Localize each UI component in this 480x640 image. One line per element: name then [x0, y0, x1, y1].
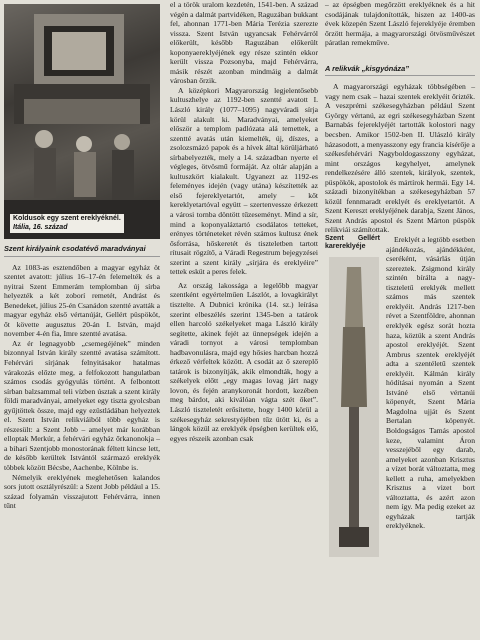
col1-paragraph-3: Némelyik ereklyének meglehetősen kalandos sors jutott osztályrészül: a Szent Jobb például a 15. század folyamán visszajutott Fehérvárra, innen tűnt: [4, 472, 160, 511]
reliquary-figure: [325, 235, 380, 565]
column-2: [170, 0, 318, 443]
arm-reliquary-icon: [329, 257, 379, 557]
col3-paragraph-3: Ereklyét a legtöbb esetben ajándékozás, ajándékként, cseréként, vásárlás útján szereztek. Zsigmond király szintén bírálta a nagy-tiszteletű ereklyék mellett számos más szentek ereklyéit. András 1217-ben révet a Szentföldre, ahonnan ereklyék egész sorát hozta haza, köztük a szent András apostol ereklyéjét. Szent Ambrus szentek ereklyéjét adta a szentéletű szentek ereklyéit. Kálmán király hódításai nyomán a Szent Istváné első vértanúi köpenyét, Szent Mária Magdolna ujját és Szent Bertalan köpenyét. Boldogságos Tamás apostol keze, valamint Áron vesszejéből egy darab, amelyeket azonban Krisztus a vízet borát változtatta, meg kellett a ruha, amelyekben Krisztus a vizet bort változtatta, és azért azon nem így. Ma pedig ezeket az egyházak tartják ereklyéknek.: [386, 235, 475, 531]
caption-line-2: Itália, 16. század: [13, 223, 68, 231]
column-3: [325, 0, 475, 567]
col1-paragraph-1: Az 1083-as esztendőben a magyar egyház öt szentet avatott: július 16–17-én felemelték és a nyitrai Szent Emmerám templomban új sírba helyezték a két zoborí remetét, Andrást és Benedeket, július 25-én Csanádon szentté avatták a magyar egyház első vértanúját, Gellért püspököt, őt követte augusztus 20-án I. István, majd november 4-én fia, Imre szentté avatása.: [4, 262, 160, 339]
col2-paragraph-1: el a török uralom kezdetén, 1541-ben. A század végén a dalmát partvidéken, Raguzában bukkant fel, ahonnan 1771-ben Mária Terézia szerezte vissza. Szent István ugyancsak Fehérvárról előkerült, később Raguzában előkerült koponyaereklyéjének egy része szintén ekkor került vissza Pozsonyba, majd Fehérvárra, másik részét azonban mindmáig a dalmát városban őrzik.: [170, 0, 318, 86]
painting-illustration: [4, 4, 160, 239]
section-heading-1: Szent királyaink csodatévő maradványai: [4, 244, 160, 257]
section-heading-2: A relikvák „kisgyónáza”: [325, 64, 475, 77]
col3-paragraph-1: – az épségben megőrzött ereklyéknek és a hit csodájának tulajdonították, hiszen az 1400-as évek közepén Szent László fejereklyéje éremben őrzött hermája, a magyarországi ötvösművészet páratlan remekműve.: [325, 0, 475, 48]
col2-paragraph-2: A középkori Magyarország legjelentősebb kultuszhelye az 1192-ben szentté avatott I. László király (1077–1095) nagyváradi sírja körül alakult ki. Maradványai, amelyeket először a templom padlózata alá temettek, a szentté avatás után kiemelték, új, díszes, a zsolozsmázó papok és a hívek által körüljárható sírbabelyezték, mely a 14. században nyerte el végleges, ötvösmű formáját. Az oltár alapján a kultuszkört kialakult. Ugyanezt az 1192-es feleményes idején (vagy utána) készítették az első fejereklyetartót, amely – kőt kereklyetartóval együtt – szertenvessze érkezett a városi tornba döntött tűzeseményt. Mind a sír, mind a koponyaláztartó csodálatos tetteket, erényes történeteket révén számos kultusz ének ősforrása, hőskeretét és tiszteletben tartott rítusait rögzítő, a Váradi Regestrum bejegyzései szerint a szent király „sírjára és ereklyéire” tettek esküt a peres felek.: [170, 85, 318, 277]
reliquary-caption: Szent Gellért karereklyéje: [325, 235, 380, 251]
caption-line-1: Koldusok egy szent ereklyéknél.: [13, 215, 121, 222]
col2-paragraph-3: Az ország lakossága a legelőbb magyar szentként egyértelműen Lászlót, a lovagkirályt tisztelte. A Dubnici krónika (14. sz.) leírása szerint elbeszélés szerint 1345-ben a tatárok ellen harcoló székelyeket maga László király segítette, akinek fejét az ünnepségek idején a váradi tornyot a városi templomban hadbavonulásra, majd egy hősies harcban hozzá érkező vérfeltek között. A csodát az ő szereplő tatárok is bizonyítják, akik elmondták, hogy a székelyek előtt „egy magas lovag járt nagy lovon, és fején aranykoronát hordott, kezében meg bárdot, aki kiválóan vágta szét őket”. László tiszteletét erősítette, hogy 1400 körül a székesegyház sekrestyéjében tűz ütött ki, és a lángok közül az ereklyék épségben kerültek elő, egyes részeik azonban csak: [170, 280, 318, 443]
col1-paragraph-2: Az ér legnagyobb „csemegéjének” minden bizonnyal István király szentté avatása számított. Fehérvári sírjának felnyitásakor hatalmas várakozás előzte meg, a felfokozott hangulatban számos csodás gyógyulás történt. A felbontott sírban balzsammal teli vízben úsztak a szent király földi maradványai, amelyeket egy tiszta gyolcsban gyűjtöttek össze, majd egy ezüstládában helyeztek el. Szent István relikviáiból több egyház is részesült: a Szent Jobb – amelyet már korábban elloptak Merkúr, a fehérvári egyház őrkanonokja – a bihari Szentjobb monostorának féltett kincse lett, de később kerültek Istvántól származó ereklyék többek között Bécsbe, Aachenbe, Kölnbe is.: [4, 338, 160, 473]
photo-caption: [10, 214, 124, 233]
beggars-at-relics-photo: [4, 4, 160, 239]
col3-paragraph-2: A magyarországi egyházak többségében – vagy nem csak – hazai szentek ereklyéit őrizték. A veszprémi székesegyházban például Szent György vértanú, az egri székesegyházban Szent Barnabás fejereklyéjét tartották kolostori nagy becsben. Amikor 1502-ben II. Ulászló király házasodott, a menyasszony egy francia kísérője a székesfehérvári Nagyboldogasszony egyházat, mint országos kegyhelyet, amelynek rendelkezésére álló szentek, királyok, szentek, püspökök, apostolok és mártírok hermái. Egy 14. századi bizonyítékban a székesegyházban 57 közül fennmaradt ereklyét és ereklyetartót. A Szent Kereszt ereklyéjének darabja, Szent János, Szent András apostol és Szent Márton püspök relikviái számítottak.: [325, 82, 475, 235]
column-1: [4, 0, 160, 511]
